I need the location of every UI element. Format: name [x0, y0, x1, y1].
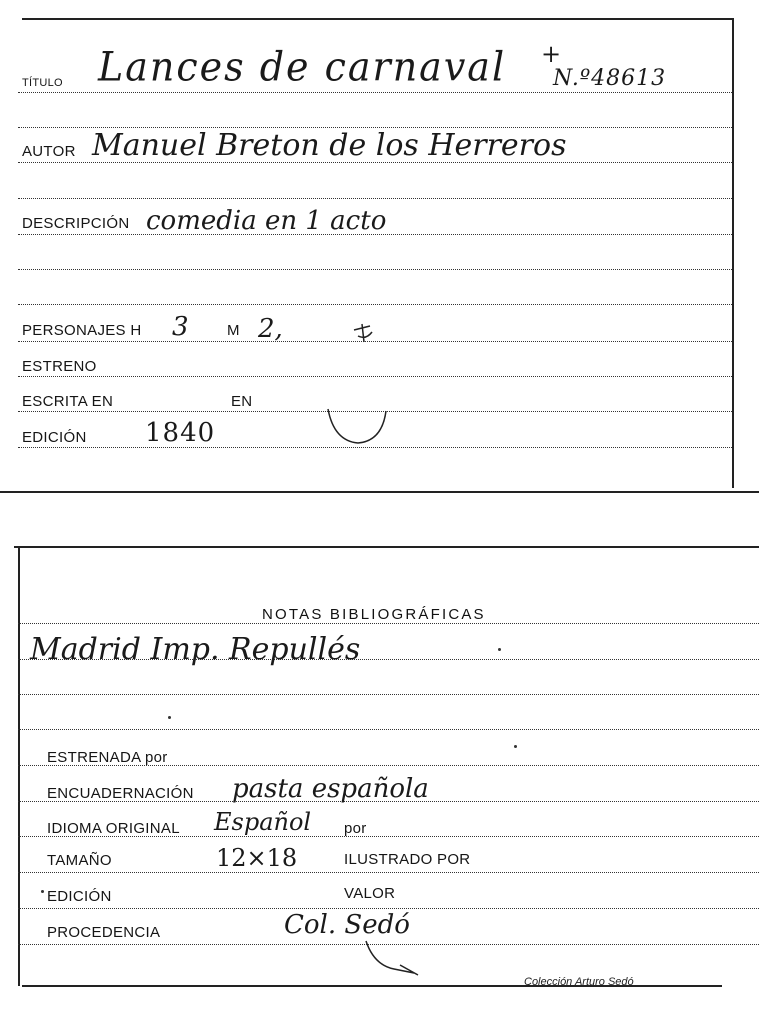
ink-flourish	[360, 935, 430, 985]
descripcion-label: DESCRIPCIÓN	[22, 215, 130, 232]
rule-line	[18, 269, 732, 270]
edicion-value: 1840	[145, 418, 216, 448]
rule-line	[18, 694, 759, 695]
personajes-m-value: 2,	[258, 314, 283, 344]
rule-line	[18, 623, 759, 624]
ink-mark	[350, 320, 380, 350]
personajes-m-label: M	[227, 322, 240, 339]
rule-line	[18, 729, 759, 730]
card-top-border	[22, 18, 732, 20]
titulo-value: Lances de carnaval	[98, 43, 507, 90]
rule-line	[18, 908, 759, 909]
escrita-en-label: EN	[231, 393, 253, 410]
card-right-border	[732, 18, 734, 488]
tamano-value: 12×18	[216, 844, 298, 872]
titulo-label: TÍTULO	[22, 77, 63, 89]
card-top-border	[14, 546, 759, 548]
idioma-value: Español	[214, 808, 312, 836]
catalog-card-front	[0, 0, 759, 492]
encuadernacion-label: ENCUADERNACIÓN	[47, 785, 194, 802]
card-left-border	[18, 546, 20, 986]
encuadernacion-value: pasta española	[232, 774, 429, 804]
rule-line	[18, 198, 732, 199]
ink-speck	[498, 648, 501, 651]
estreno-label: ESTRENO	[22, 358, 97, 375]
procedencia-label: PROCEDENCIA	[47, 924, 161, 941]
rule-line	[18, 92, 732, 93]
rule-line	[18, 376, 732, 377]
edicion-label: EDICIÓN	[47, 888, 112, 905]
edicion-label: EDICIÓN	[22, 429, 87, 446]
ilustrado-label: ILUSTRADO POR	[344, 851, 471, 868]
ink-speck	[41, 890, 44, 893]
autor-value: Manuel Breton de los Herreros	[92, 128, 567, 163]
autor-label: AUTOR	[22, 143, 76, 160]
tamano-label: TAMAÑO	[47, 852, 112, 869]
estrenada-label: ESTRENADA por	[47, 749, 168, 766]
notas-value: Madrid Imp. Repullés	[30, 632, 361, 667]
descripcion-value: comedia en 1 acto	[146, 206, 387, 236]
valor-label: VALOR	[344, 885, 396, 902]
idioma-label: IDIOMA ORIGINAL	[47, 820, 180, 837]
punch-hole-notch	[322, 405, 392, 449]
ink-speck	[168, 716, 171, 719]
ink-speck	[514, 745, 517, 748]
coleccion-footer: Colección Arturo Sedó	[524, 976, 634, 988]
escrita-label: ESCRITA EN	[22, 393, 114, 410]
rule-line	[18, 872, 759, 873]
card-bottom-border	[0, 491, 759, 493]
personajes-label: PERSONAJES H	[22, 322, 142, 339]
personajes-h-value: 3	[172, 312, 189, 342]
procedencia-value: Col. Sedó	[284, 910, 410, 940]
notas-heading: NOTAS BIBLIOGRÁFICAS	[262, 606, 486, 623]
catalog-number: N.º48613	[553, 66, 667, 91]
cross-mark: +	[541, 40, 562, 68]
idioma-por-label: por	[344, 820, 367, 837]
rule-line	[18, 304, 732, 305]
catalog-card-back	[0, 540, 759, 1028]
